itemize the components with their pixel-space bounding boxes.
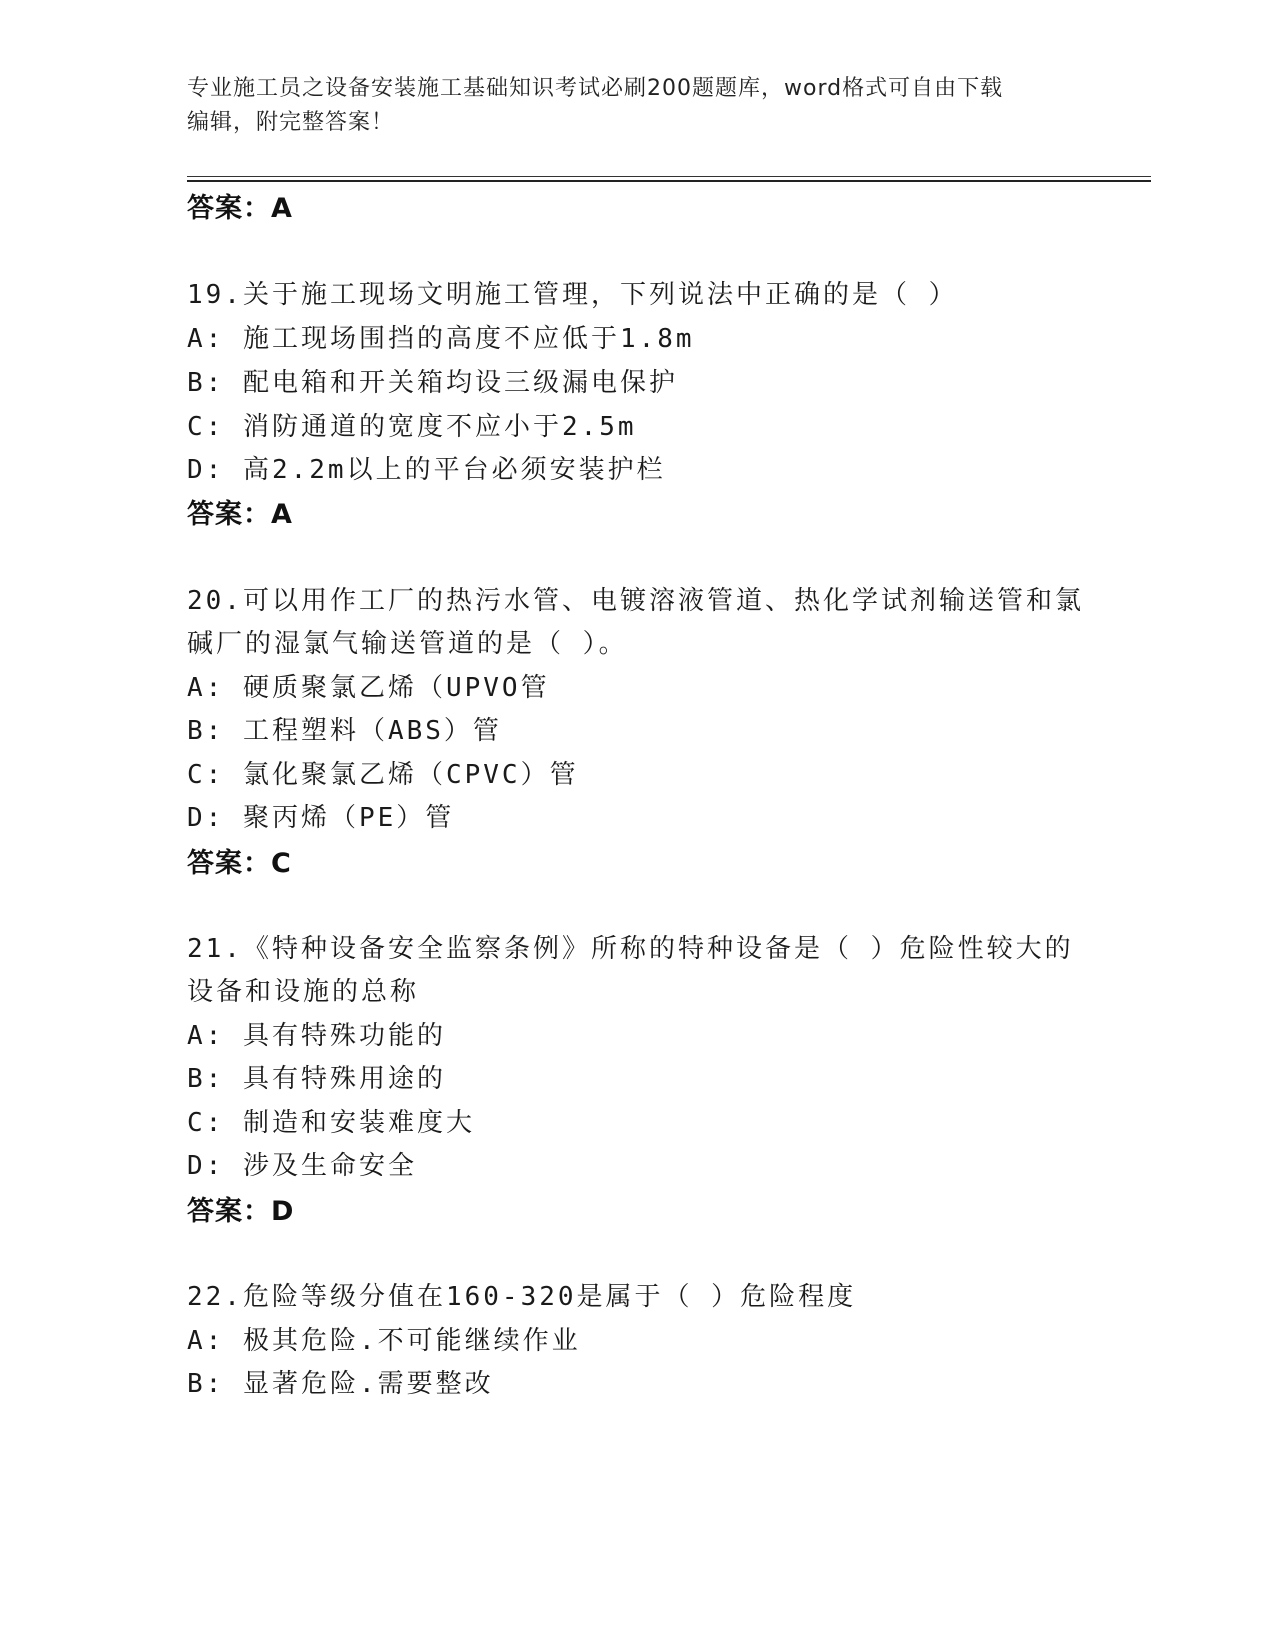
question-21-option-a: A: 具有特殊功能的 bbox=[187, 1021, 446, 1051]
question-20-stem-line-2: 碱厂的湿氯气输送管道的是（ ）。 bbox=[187, 629, 628, 659]
question-20-stem-line-1: 20.可以用作工厂的热污水管、电镀溶液管道、热化学试剂输送管和氯 bbox=[187, 586, 1084, 616]
question-19-option-c: C: 消防通道的宽度不应小于2.5m bbox=[187, 412, 637, 442]
question-19-option-a: A: 施工现场围挡的高度不应低于1.8m bbox=[187, 324, 695, 354]
question-20-option-d: D: 聚丙烯（PE）管 bbox=[187, 803, 455, 833]
question-20-answer: 答案：C bbox=[187, 848, 292, 879]
question-21-stem-line-2: 设备和设施的总称 bbox=[187, 977, 420, 1007]
question-20-option-c: C: 氯化聚氯乙烯（CPVC）管 bbox=[187, 760, 579, 790]
question-21-answer: 答案：D bbox=[187, 1196, 295, 1227]
page-header bbox=[187, 72, 1077, 140]
question-19-stem: 19.关于施工现场文明施工管理，下列说法中正确的是（ ） bbox=[187, 280, 958, 310]
question-20-option-b: B: 工程塑料（ABS）管 bbox=[187, 716, 502, 746]
question-22-stem: 22.危险等级分值在160-320是属于（ ）危险程度 bbox=[187, 1282, 857, 1312]
question-19-option-b: B: 配电箱和开关箱均设三级漏电保护 bbox=[187, 368, 678, 398]
header-line-1: 专业施工员之设备安装施工基础知识考试必刷200题题库，word格式可自由下载 bbox=[187, 76, 1004, 101]
question-19-answer: 答案：A bbox=[187, 499, 293, 530]
question-21-option-c: C: 制造和安装难度大 bbox=[187, 1108, 475, 1138]
question-21-option-d: D: 涉及生命安全 bbox=[187, 1151, 417, 1181]
question-19-option-d: D: 高2.2m以上的平台必须安装护栏 bbox=[187, 455, 666, 485]
question-22-option-a: A: 极其危险.不可能继续作业 bbox=[187, 1326, 581, 1356]
header-divider-thick bbox=[187, 180, 1151, 182]
header-line-2: 编辑，附完整答案！ bbox=[187, 110, 395, 135]
question-20-option-a: A: 硬质聚氯乙烯（UPVO管 bbox=[187, 673, 550, 703]
previous-answer: 答案：A bbox=[187, 193, 293, 224]
question-21-option-b: B: 具有特殊用途的 bbox=[187, 1064, 446, 1094]
question-21-stem-line-1: 21.《特种设备安全监察条例》所称的特种设备是（ ）危险性较大的 bbox=[187, 934, 1074, 964]
question-22-option-b: B: 显著危险.需要整改 bbox=[187, 1369, 494, 1399]
header-divider-thin bbox=[187, 176, 1151, 177]
